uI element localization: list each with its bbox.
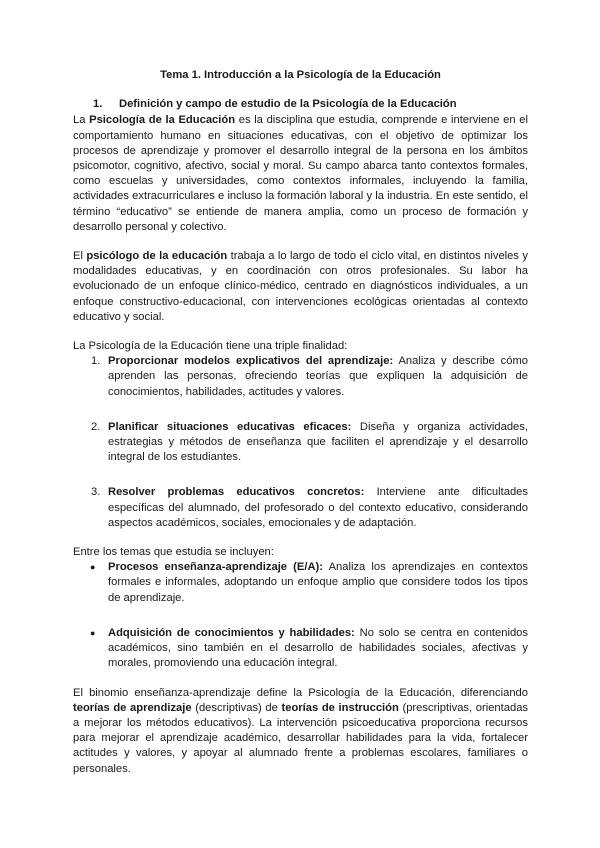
list-item	[73, 485, 528, 531]
p1-pre: La	[73, 114, 90, 127]
list-item-bold: Procesos enseñanza-aprendizaje (E/A):	[108, 561, 324, 574]
list-item	[73, 354, 528, 400]
p1-bold: Psicología de la Educación	[89, 114, 236, 127]
list-item-bold: Adquisición de conocimientos y habilidades:	[108, 626, 355, 639]
list-item	[73, 420, 528, 466]
list-item-bold: Planificar situaciones educativas eficaces:	[108, 420, 352, 433]
paragraph-triple-finalidad: La Psicología de la Educación tiene una triple finalidad:	[73, 340, 348, 353]
paragraph-binomio	[73, 686, 528, 777]
p5-b1: teorías de aprendizaje	[73, 701, 192, 714]
p2-bold: psicólogo de la educación	[86, 250, 228, 263]
paragraph-temas: Entre los temas que estudia se incluyen:	[73, 546, 274, 559]
list-number: 2.	[91, 420, 101, 433]
list-item-bold: Resolver problemas educativos concretos:	[108, 486, 365, 499]
list-item-bold: Proporcionar modelos explicativos del aprendizaje:	[108, 355, 394, 368]
list-item	[73, 560, 528, 606]
list-item-text: Diseña y organiza actividades, estrategias y métodos de enseñanza que faciliten el aprendizaje y el desarrollo integral de los estudiantes.	[108, 420, 528, 464]
section-heading	[93, 97, 528, 112]
p5-t3: (prescriptivas, orientadas a mejorar los métodos educativos). La intervención psicoeducativa proporciona recursos para mejorar el aprendizaje académico, desarrollar habilidades para la vida, fortalecer actitudes y valores, y apoyar al alumnado frente a problemas escolares, familiares o personales.	[73, 701, 529, 775]
list-item-text: Interviene ante dificultades específicas del alumnado, del profesorado o del contexto educativo, considerando aspectos académicos, sociales, emocionales y de adaptación.	[108, 486, 528, 529]
p5-b2: teorías de instrucción	[281, 701, 399, 714]
section-heading-text: Definición y campo de estudio de la Psicología de la Educación	[119, 98, 457, 111]
list-number: 1.	[91, 355, 101, 368]
list-number: 3.	[91, 486, 101, 499]
p2-post: trabaja a lo largo de todo el ciclo vital, en distintos niveles y modalidades educativas, y en coordinación con otros profesionales. Su labor ha evolucionado de un enfoque clínico-médico, centrado en diagnósticos individuales, a un enfoque constructivo-educacional, con intervenciones ecológicas orientadas al contexto educativo y social.	[73, 250, 528, 323]
p5-t2: (descriptivas) de	[191, 701, 282, 714]
list-item-text: No solo se centra en contenidos académicos, sino también en el desarrollo de habilidades sociales, afectivas y morales, promoviendo una educación integral.	[108, 626, 528, 670]
document-page	[73, 68, 528, 777]
p5-t1: El binomio enseñanza-aprendizaje define la Psicología de la Educación, diferenciando	[73, 686, 528, 699]
bullet-icon: ●	[90, 562, 96, 573]
p1-post: es la disciplina que estudia, comprende e interviene en el comportamiento humano en situaciones educativas, con el objetivo de optimizar los procesos de aprendizaje y promover el desarrollo integral de la persona en los ámbitos psicomotor, cognitivo, afectivo, social y moral. Su campo abarca tanto contextos formales, como escuelas y universidades, como contextos informales, incluyendo la familia, actividades extracurriculares e incluso la formación laboral y la industria. En este sentido, el término “educativo” se entiende de manera amplia, como un proceso de formación y desarrollo personal y colectivo.	[73, 114, 528, 233]
list-item-text: Analiza y describe cómo aprenden las personas, ofreciendo teorías que expliquen la adquisición de conocimientos, habilidades, actitudes y valores.	[108, 355, 529, 398]
list-item	[73, 626, 528, 672]
finalidades-list	[73, 354, 528, 531]
document-title: Tema 1. Introducción a la Psicología de la Educación	[160, 69, 441, 81]
p2-pre: El	[73, 250, 87, 263]
temas-list	[73, 560, 528, 671]
paragraph-psicologo	[73, 249, 528, 325]
list-item-text: Analiza los aprendizajes en contextos formales e informales, adoptando un enfoque amplio que considere todos los tipos de aprendizaje.	[108, 561, 528, 604]
bullet-icon: ●	[90, 627, 96, 638]
paragraph-definition	[73, 113, 528, 235]
section-number: 1.	[93, 98, 103, 111]
